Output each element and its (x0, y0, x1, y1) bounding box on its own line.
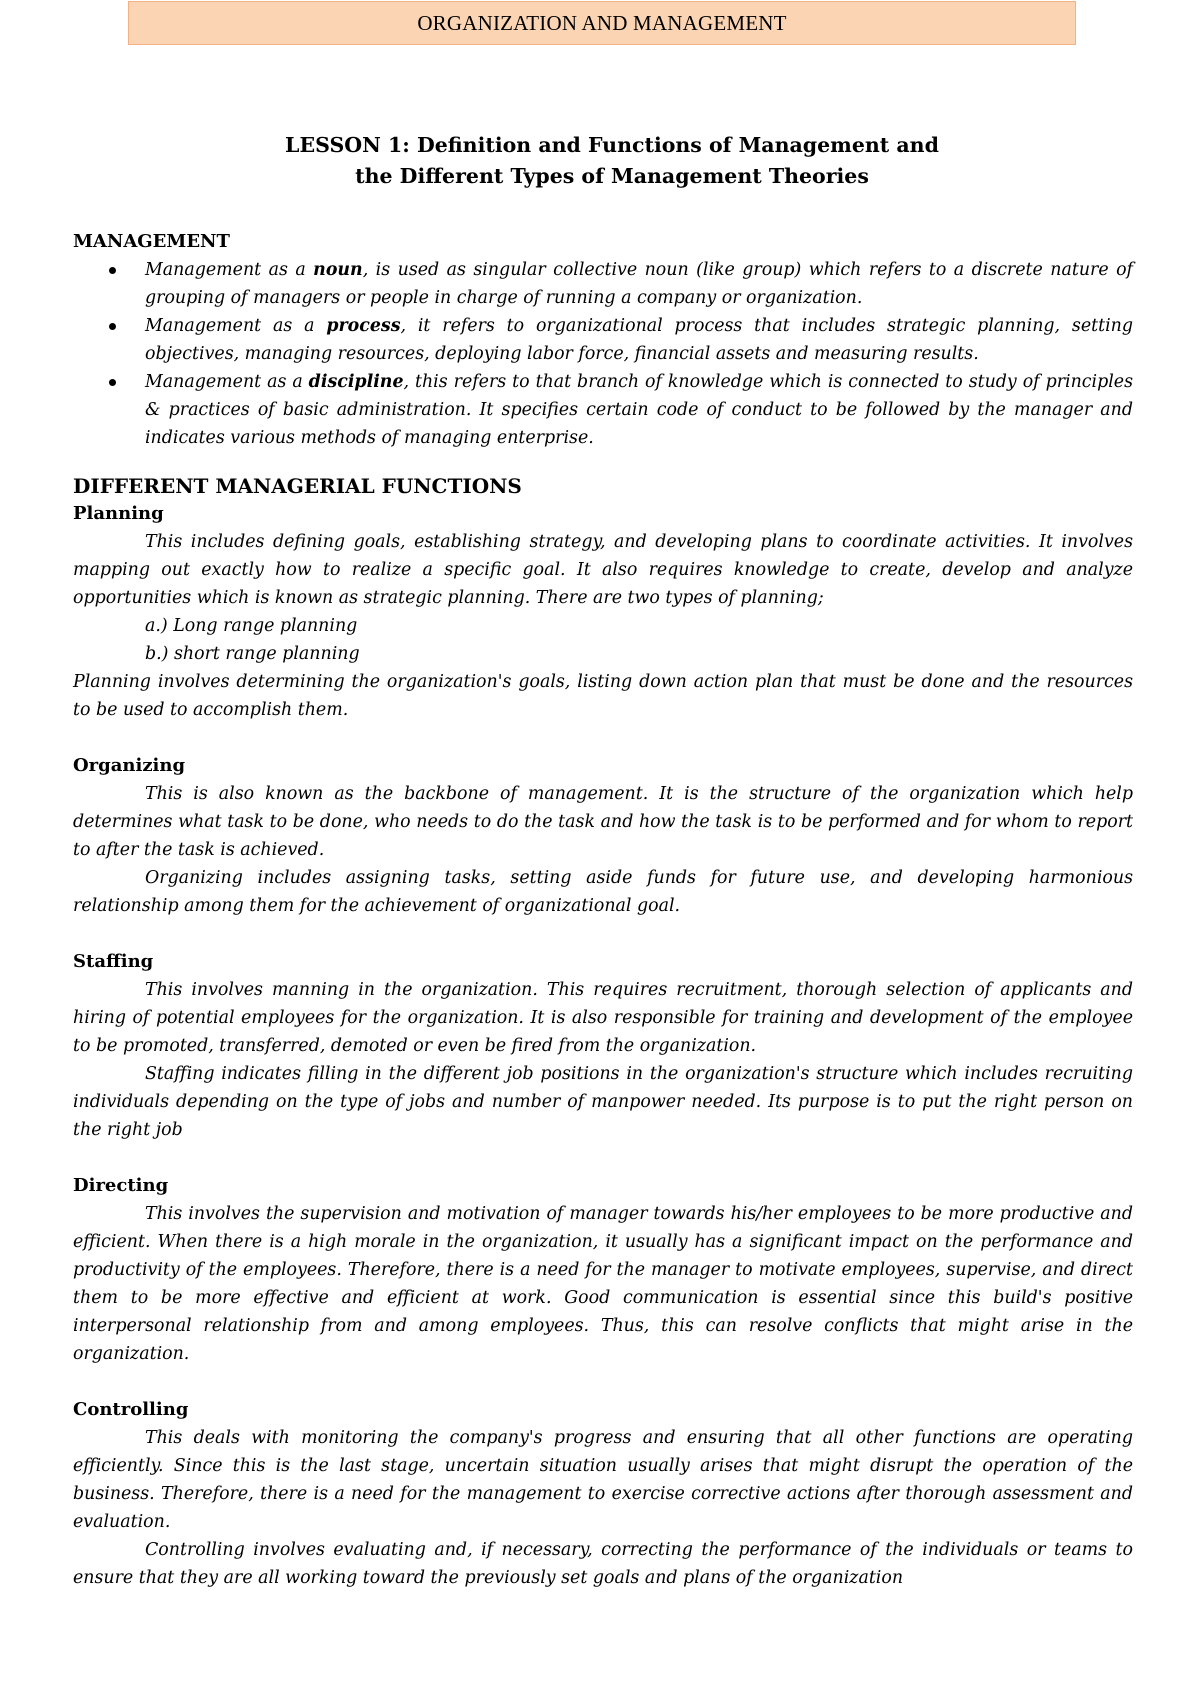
directing-paragraph-1: This involves the supervision and motivation of manager towards his/her employees to be more productive and efficient. When there is a high morale in the organization, it usually has a significant impact on the performance and productivity of the employees. Therefore, there is a need for the manager to motivate employees, supervise, and direct them to be more effective and efficient at work. Good communication is essential since this build's positive interpersonal relationship from and among employees. Thus, this can resolve conflicts that might arise in the organization. (73, 1204, 1133, 1364)
staffing-section (73, 948, 1133, 1144)
planning-heading: Planning (73, 503, 164, 524)
bullet-icon (109, 379, 116, 386)
controlling-section (73, 1396, 1133, 1592)
item-post: , is used as singular collective noun (like group) which refers to a discrete nature of grouping of managers or people in charge of running a company or organization. (145, 260, 1133, 308)
staffing-heading: Staffing (73, 951, 154, 972)
controlling-heading: Controlling (73, 1399, 189, 1420)
organizing-section (73, 752, 1133, 920)
directing-heading: Directing (73, 1175, 169, 1196)
item-pre: Management as a (145, 372, 309, 392)
lesson-title-line-2: the Different Types of Management Theories (355, 164, 869, 188)
planning-item-a: a.) Long range planning (145, 616, 358, 636)
controlling-paragraph-2: Controlling involves evaluating and, if necessary, correcting the performance of the individuals or teams to ensure that they are all working toward the previously set goals and plans of the organization (73, 1540, 1133, 1588)
document-body (73, 130, 1133, 1620)
organizing-paragraph-2: Organizing includes assigning tasks, setting aside funds for future use, and developing harmonious relationship among them for the achievement of organizational goal. (73, 868, 1133, 916)
list-item (73, 256, 1133, 312)
controlling-paragraph-1: This deals with monitoring the company's progress and ensuring that all other functions are operating efficiently. Since this is the last stage, uncertain situation usually arises that might disrupt the operation of the business. Therefore, there is a need for the management to exercise corrective actions after thorough assessment and evaluation. (73, 1428, 1133, 1532)
item-post: , this refers to that branch of knowledge which is connected to study of principles & practices of basic administration. It specifies certain code of conduct to be followed by the manager and indicates various methods of managing enterprise. (145, 372, 1133, 448)
directing-section (73, 1172, 1133, 1368)
header-title: ORGANIZATION AND MANAGEMENT (417, 10, 787, 35)
item-term: noun (313, 260, 363, 280)
lesson-title (73, 130, 1133, 192)
planning-item-b: b.) short range planning (145, 644, 360, 664)
functions-heading: DIFFERENT MANAGERIAL FUNCTIONS (73, 474, 522, 498)
lesson-title-line-1: LESSON 1: Definition and Functions of Management and (285, 133, 939, 157)
item-term: discipline (308, 372, 404, 392)
planning-paragraph-1: This includes defining goals, establishing strategy, and developing plans to coordinate activities. It involves mapping out exactly how to realize a specific goal. It also requires knowledge to create, develop and analyze opportunities which is known as strategic planning. There are two types of planning; (73, 532, 1133, 608)
item-post: , it refers to organizational process that includes strategic planning, setting objectives, managing resources, deploying labor force, financial assets and measuring results. (145, 316, 1133, 364)
list-item (73, 312, 1133, 368)
bullet-icon (109, 267, 116, 274)
staffing-paragraph-2: Staffing indicates filling in the different job positions in the organization's structure which includes recruiting individuals depending on the type of jobs and number of manpower needed. Its purpose is to put the right person on the right job (73, 1064, 1133, 1140)
item-pre: Management as a (145, 316, 327, 336)
planning-paragraph-2: Planning involves determining the organization's goals, listing down action plan that must be done and the resources to be used to accomplish them. (73, 672, 1133, 720)
item-term: process (326, 316, 401, 336)
list-item (73, 368, 1133, 452)
management-list (73, 256, 1133, 452)
planning-section (73, 500, 1133, 724)
bullet-icon (109, 323, 116, 330)
management-heading: MANAGEMENT (73, 231, 230, 252)
document-header (128, 1, 1076, 45)
organizing-paragraph-1: This is also known as the backbone of management. It is the structure of the organization which help determines what task to be done, who needs to do the task and how the task is to be performed and for whom to report to after the task is achieved. (73, 784, 1133, 860)
organizing-heading: Organizing (73, 755, 186, 776)
item-pre: Management as a (145, 260, 314, 280)
staffing-paragraph-1: This involves manning in the organization. This requires recruitment, thorough selection of applicants and hiring of potential employees for the organization. It is also responsible for training and development of the employee to be promoted, transferred, demoted or even be fired from the organization. (73, 980, 1133, 1056)
